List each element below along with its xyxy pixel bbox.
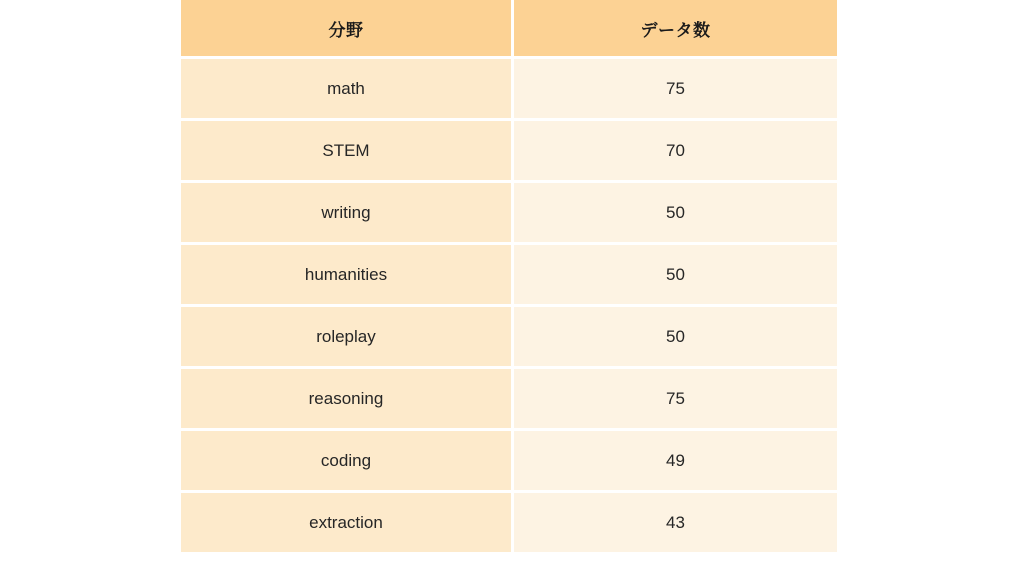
cell-category: math: [181, 59, 511, 118]
cell-count: 50: [514, 183, 837, 242]
table-row: [181, 369, 837, 428]
table-header-row: [181, 0, 837, 56]
cell-count: 49: [514, 431, 837, 490]
cell-category: reasoning: [181, 369, 511, 428]
table-row: [181, 493, 837, 552]
table-body: [181, 59, 837, 552]
cell-count: 75: [514, 369, 837, 428]
cell-category: extraction: [181, 493, 511, 552]
cell-category: STEM: [181, 121, 511, 180]
column-header-count: データ数: [514, 0, 837, 56]
cell-count: 70: [514, 121, 837, 180]
table-row: [181, 245, 837, 304]
cell-count: 43: [514, 493, 837, 552]
table-row: [181, 59, 837, 118]
cell-category: humanities: [181, 245, 511, 304]
data-table: [178, 0, 840, 555]
data-table-container: [181, 0, 843, 555]
cell-category: writing: [181, 183, 511, 242]
cell-category: coding: [181, 431, 511, 490]
table-row: [181, 307, 837, 366]
cell-count: 50: [514, 307, 837, 366]
cell-category: roleplay: [181, 307, 511, 366]
table-row: [181, 121, 837, 180]
cell-count: 50: [514, 245, 837, 304]
column-header-category: 分野: [181, 0, 511, 56]
table-row: [181, 183, 837, 242]
table-header: [181, 0, 837, 56]
cell-count: 75: [514, 59, 837, 118]
table-row: [181, 431, 837, 490]
